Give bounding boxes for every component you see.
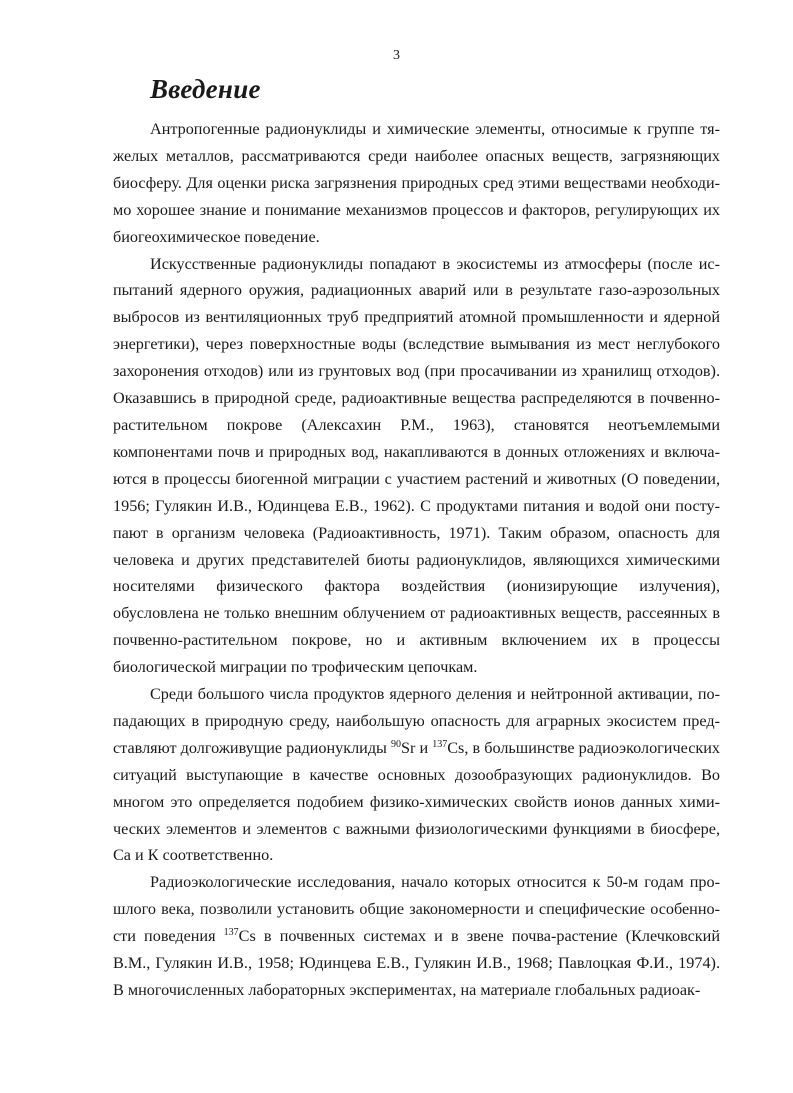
paragraph-4	[113, 869, 720, 1004]
body-text	[113, 116, 720, 1004]
paragraph-text: Антропогенные радионуклиды и химические элементы, относимые к группе тяжелых металлов, рассматриваются среди наиболее опасных веществ, загрязняющих биосферу. Для оценки риска загрязнения природных сред этими веществами необходимо хорошее знание и понимание механизмов процессов и факторов, регулирующих их биогеохимическое поведение.	[113, 120, 720, 246]
isotope-mass-number: 90	[391, 738, 402, 750]
paragraph-3	[113, 681, 720, 869]
paragraph-text: Радиоэкологические исследования, начало которых относится к 50-м годам прошлого века, позволили установить общие закономерности и специфические особенности поведения	[113, 873, 720, 946]
paragraph-2	[113, 251, 720, 682]
paragraph-text: Cs, в большинстве радиоэкологических ситуаций выступающие в качестве основных дозообразующих радионуклидов. Во многом это определяется подобием физико-химических свойств ионов данных химических элементов и элементов с важными физиологическими функциями в биосфере, Са и К соответственно.	[113, 738, 720, 865]
isotope-mass-number: 137	[432, 738, 448, 750]
paragraph-1	[113, 116, 720, 251]
paragraph-text: Sr и	[401, 738, 433, 757]
paragraph-text: Искусственные радионуклиды попадают в экосистемы из атмосферы (после испытаний ядерного оружия, радиационных аварий или в результате газо-аэрозольных выбросов из вентиляционных труб предприятий атомной промышленности и ядерной энергетики), через поверхностные воды (вследствие вымывания из мест неглубокого захоронения отходов) или из грунтовых вод (при просачивании из хранилищ отходов). Оказавшись в природной среде, радиоактивные вещества распределяются в почвенно-растительном покрове (Алексахин Р.М., 1963), становятся неотъемлемыми компонентами почв и природных вод, накапливаются в донных отложениях и включаются в процессы биогенной миграции с участием растений и животных (О поведении, 1956; Гулякин И.В., Юдинцева Е.В., 1962). С продуктами питания и водой они поступают в организм человека (Радиоактивность, 1971). Таким образом, опасность для человека и других представителей биоты радионуклидов, являющихся химическими носителями физического фактора воздействия (ионизирующие излучения), обусловлена не только внешним облучением от радиоактивных веществ, рассеянных в почвенно-растительном покрове, но и активным включением их в процессы биологической миграции по трофическим цепочкам.	[113, 254, 720, 677]
isotope-mass-number: 137	[223, 927, 239, 939]
section-heading: Введение	[150, 74, 261, 104]
paragraph-text: Среди большого числа продуктов ядерного деления и нейтронной активации, попадающих в природную среду, наибольшую опасность для аграрных экосистем представляют долгоживущие радионуклиды	[113, 685, 720, 757]
paragraph-text: Cs в почвенных системах и в звене почва-растение (Клечковский В.М., Гулякин И.В., 1958; Юдинцева Е.В., Гулякин И.В., 1968; Павлоцкая Ф.И., 1974). В многочисленных лабораторных экспериментах, на материале глобальных радиоак-	[113, 927, 720, 999]
page-number: 3	[393, 48, 400, 63]
